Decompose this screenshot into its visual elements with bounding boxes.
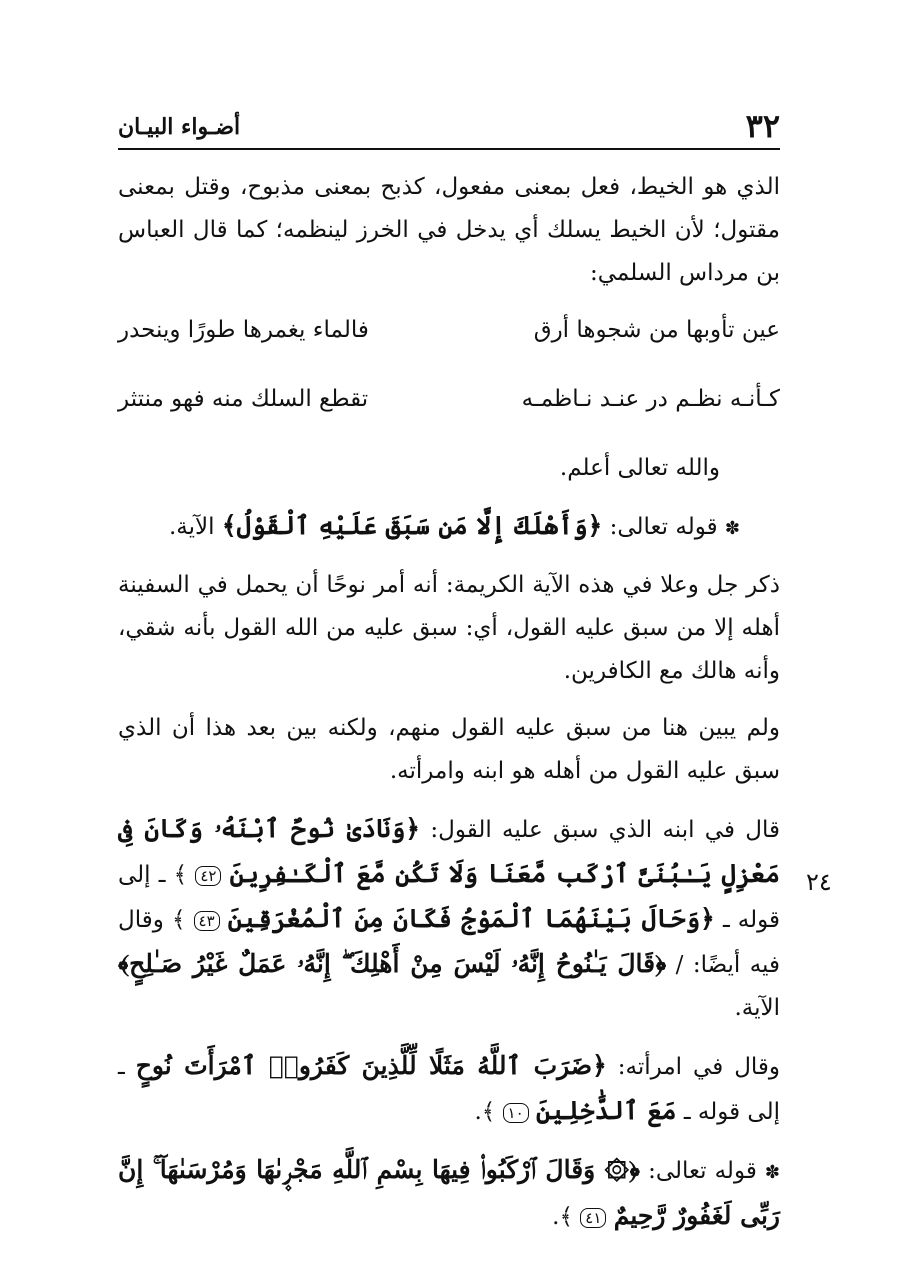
- poem-line-1-second-hemistich: فالماء يغمرها طورًا وينحدر: [118, 317, 369, 343]
- paragraph-4: ولم يبين هنا من سبق عليه القول منهم، ولكنه بين بعد هذا أن الذي سبق عليه القول من أهله هو ابنه وامرأته.: [118, 715, 780, 784]
- para-5-tail: الآية.: [734, 995, 780, 1021]
- book-title: أضـواء البيـان: [118, 114, 241, 140]
- ayah-number: ٤٢: [195, 866, 221, 886]
- section-2-tail: ﴾.: [552, 1204, 573, 1230]
- poem-line-2: [118, 378, 780, 421]
- poem-line-2-second-hemistich: تقطع السلك منه فهو منتثر: [118, 386, 369, 412]
- section-heading-2: [118, 1148, 780, 1239]
- section-1-quran: ﴿وَأَهْلَكَ إِلَّا مَن سَبَقَ عَلَيْهِ ٱلْقَوْلُ﴾: [221, 511, 603, 540]
- star-icon: ✽: [764, 1162, 780, 1183]
- para-5-quran-2: ﴿وَحَالَ بَيْنَهُمَا ٱلْمَوْجُ فَكَانَ مِنَ ٱلْمُغْرَقِينَ: [227, 904, 715, 933]
- para-5-quran-3: ﴿قَالَ يَـٰنُوحُ إِنَّهُۥ لَيْسَ مِنْ أَهْلِكَ ۖ إِنَّهُۥ عَمَلٌ غَيْرُ صَـٰلِحٍ﴾: [118, 949, 667, 978]
- paragraph-1: الذي هو الخيط، فعل بمعنى مفعول، كذبح بمعنى مذبوح، وقتل بمعنى مقتول؛ لأن الخيط يسلك أي يدخل في الخرز لينظمه؛ كما قال العباس بن مرداس السلمي:: [118, 174, 780, 286]
- section-1-tail: الآية.: [169, 514, 215, 540]
- para-6-mid: ـ إلى قوله ـ: [118, 1054, 780, 1125]
- poem-line-2-first-hemistich: كـأنـه نظـم در عنـد نـاظمـه: [521, 386, 780, 412]
- ayah-number: ٤١: [580, 1208, 606, 1228]
- paragraph-6: [118, 1044, 780, 1134]
- para-5-quran-1: ﴿وَنَادَىٰ نُوحٌ ٱبْنَهُۥ وَكَانَ فِى مَعْزِلٍ يَـٰبُنَىَّ ٱرْكَب مَّعَنَا وَلَا تَكُن مَّعَ ٱلْكَـٰفِرِينَ: [118, 814, 781, 888]
- star-icon: ✽: [724, 518, 740, 539]
- section-2-intro: قوله تعالى:: [648, 1158, 757, 1184]
- para-5-intro: قال في ابنه الذي سبق عليه القول:: [430, 817, 780, 843]
- page-header: [118, 106, 780, 150]
- paragraph-3: ذكر جل وعلا في هذه الآية الكريمة: أنه أمر نوحًا أن يحمل في السفينة أهله إلا من سبق عليه القول، أي: سبق عليه من الله القول بأنه شقي، وأنه هالك مع الكافرين.: [118, 572, 780, 684]
- ayah-number: ١٠: [503, 1103, 529, 1123]
- para-6-intro: وقال في امرأته:: [617, 1054, 781, 1080]
- para-6-quran-1: ﴿ضَرَبَ ٱللَّهُ مَثَلًا لِّلَّذِينَ كَفَرُوا۟ ٱمْرَأَتَ نُوحٍ: [135, 1051, 607, 1080]
- section-2-quran: ﴿۞ وَقَالَ ٱرْكَبُوا۟ فِيهَا بِسْمِ ٱللَّهِ مَجْر۪ىٰهَا وَمُرْسَىٰهَآ ۚ إِنَّ رَبِّى لَغَفُورٌ رَّحِيمٌ: [118, 1155, 780, 1230]
- margin-note: ٢٤: [806, 868, 832, 896]
- para-6-quran-2: مَعَ ٱلدَّٰخِلِينَ: [535, 1096, 677, 1125]
- ayah-number: ٤٣: [194, 911, 220, 931]
- poem-line-1-first-hemistich: عين تأوبها من شجوها أرق: [533, 317, 780, 343]
- para-5-mid-1: ﴾ ـ إلى قوله ـ: [118, 862, 781, 933]
- para-6-tail: ﴾.: [474, 1099, 496, 1125]
- section-1-intro: قوله تعالى:: [609, 514, 718, 540]
- para-5-mid-2: ﴾ وقال فيه أيضًا: /: [118, 907, 780, 978]
- paragraph-5: [118, 807, 780, 1030]
- page-number: ٣٢: [745, 107, 780, 145]
- paragraph-2: والله تعالى أعلم.: [559, 455, 720, 481]
- poem-line-1: [118, 309, 780, 352]
- page-body: [118, 166, 780, 1253]
- section-heading-1: [118, 504, 780, 550]
